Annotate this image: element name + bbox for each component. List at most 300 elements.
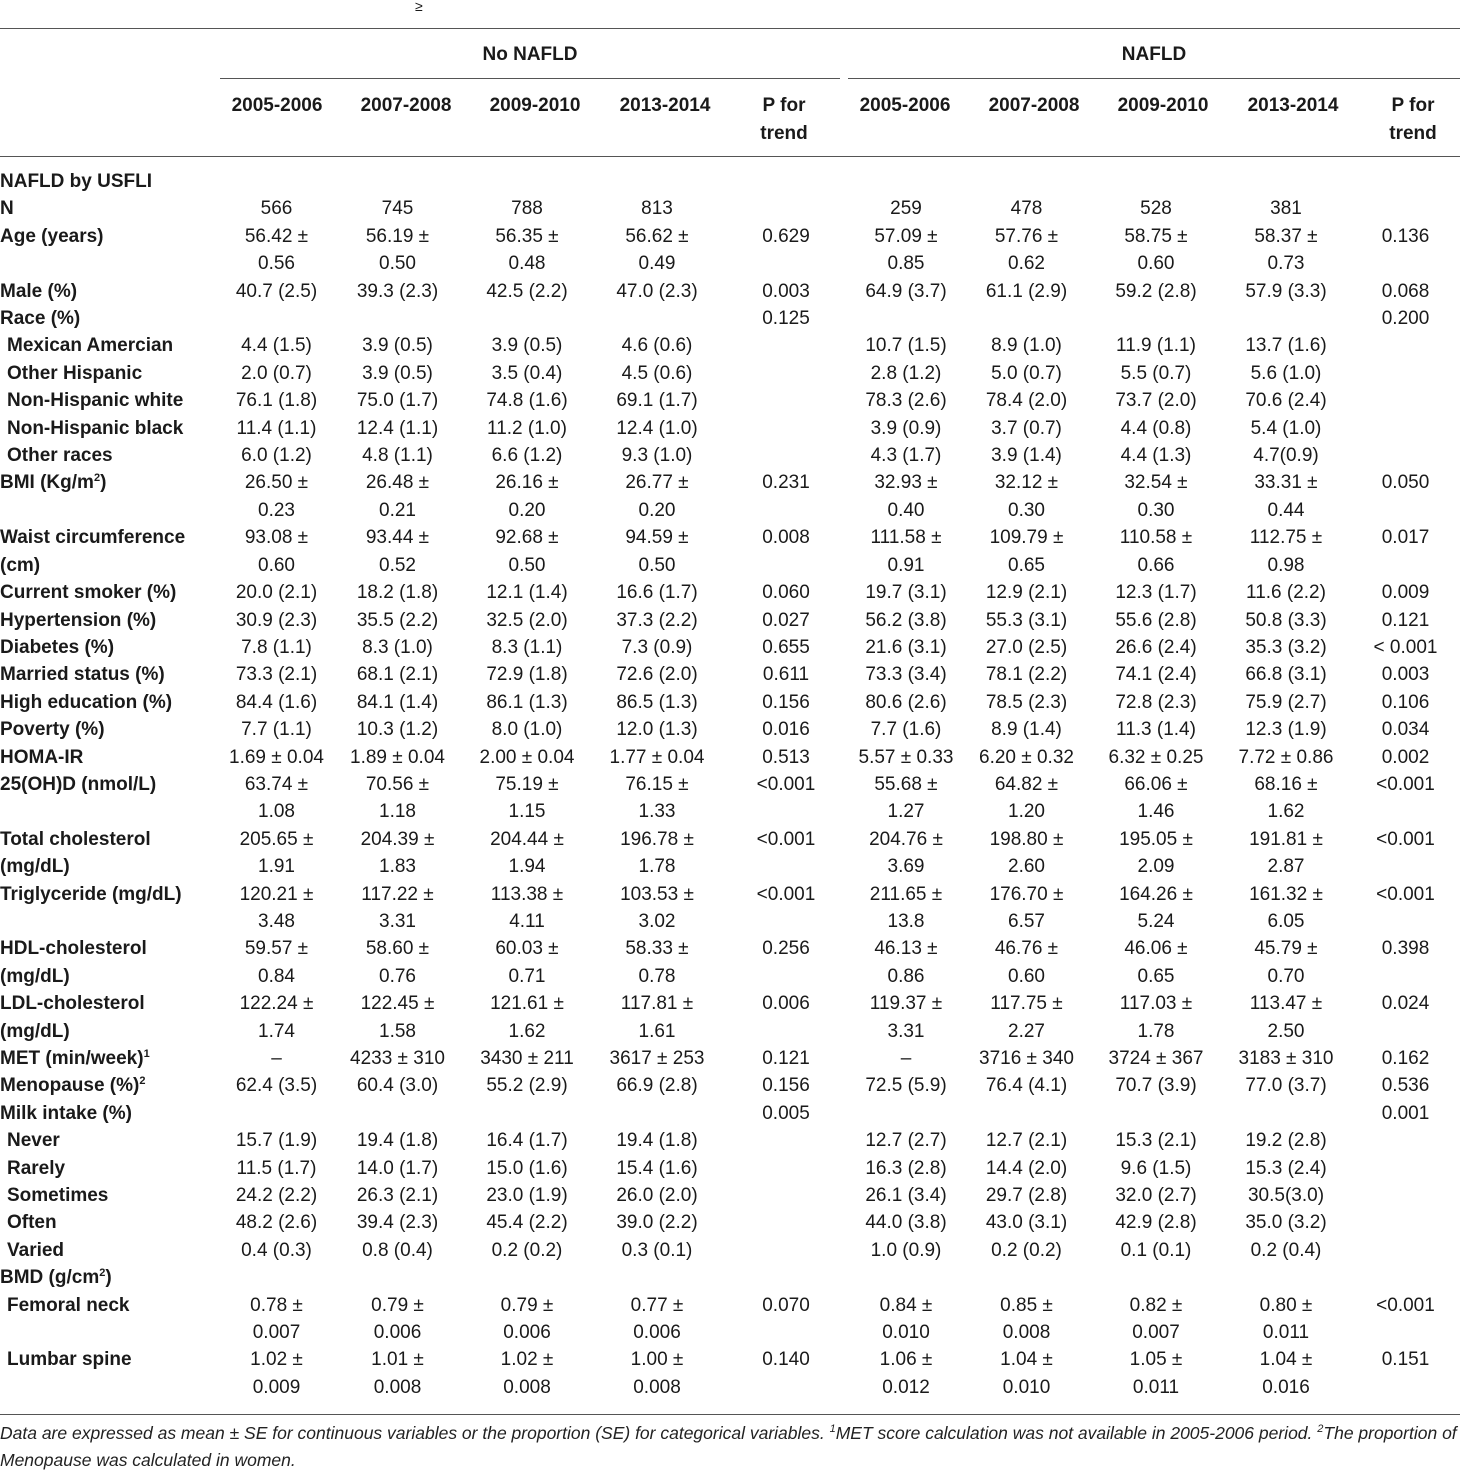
- table-cell: 2.8 (1.2): [870, 362, 942, 384]
- table-cell: 35.0 (3.2): [1245, 1212, 1327, 1234]
- row-label: Other Hispanic: [7, 362, 143, 384]
- table-cell: 0.56: [258, 253, 295, 275]
- table-cell: 14.0 (1.7): [356, 1157, 439, 1179]
- table-cell: 70.56 ±: [365, 773, 430, 795]
- table-cell: 14.4 (2.0): [985, 1157, 1068, 1179]
- table-cell: 3.9 (1.4): [991, 445, 1062, 467]
- table-cell: 0.136: [1381, 225, 1430, 247]
- table-cell: 12.0 (1.3): [616, 719, 698, 741]
- table-cell: 64.9 (3.7): [865, 280, 947, 302]
- table-cell: [1091, 1100, 1221, 1127]
- table-cell: 73.7 (2.0): [1115, 390, 1197, 412]
- table-cell: 0.48: [508, 253, 546, 275]
- row-label: HDL-cholesterol: [0, 938, 147, 960]
- table-cell: 121.61 ±: [490, 993, 564, 1015]
- table-cell: 119.37 ±: [869, 993, 943, 1015]
- table-cell: 0.2 (0.2): [491, 1239, 563, 1261]
- table-cell: 27.0 (2.5): [985, 636, 1068, 658]
- table-cell: 72.8 (2.3): [1115, 691, 1197, 713]
- table-cell: 7.72 ± 0.86: [1238, 746, 1334, 768]
- table-cell: 55.3 (3.1): [985, 609, 1068, 631]
- table-cell: [1351, 168, 1460, 195]
- table-cell: 0.006: [373, 1322, 422, 1344]
- table-cell: 0.024: [1381, 993, 1430, 1015]
- table-cell: 72.9 (1.8): [486, 664, 568, 686]
- table-cell: 2.60: [1008, 856, 1045, 878]
- table-cell: 0.3 (0.1): [621, 1239, 693, 1261]
- table-cell: 0.006: [762, 993, 810, 1015]
- table-cell: [1351, 853, 1460, 880]
- table-cell: <0.001: [1376, 828, 1435, 850]
- table-cell: 161.32 ±: [1249, 883, 1323, 905]
- table-cell: 3.31: [887, 1020, 925, 1042]
- table-cell: 26.77 ±: [625, 472, 689, 494]
- table-cell: 528: [1140, 198, 1172, 220]
- table-row: [0, 744, 1460, 771]
- table-cell: 56.62 ±: [625, 225, 689, 247]
- table-cell: 58.60 ±: [365, 938, 430, 960]
- table-cell: <0.001: [1376, 1294, 1435, 1316]
- table-cell: 19.4 (1.8): [356, 1130, 439, 1152]
- table-cell: 0.008: [762, 527, 810, 549]
- table-cell: 0.012: [882, 1376, 930, 1398]
- table-cell: 2.09: [1137, 856, 1175, 878]
- table-cell: 21.6 (3.1): [865, 636, 947, 658]
- row-label: Rarely: [7, 1157, 66, 1179]
- table-cell: [592, 1264, 722, 1291]
- table-cell: 59.2 (2.8): [1115, 280, 1197, 302]
- table-cell: 0.151: [1381, 1349, 1430, 1371]
- table-cell: 0.536: [1381, 1075, 1430, 1097]
- table-cell: 0.60: [1137, 253, 1175, 275]
- col-header-nafld-2013-2014: 2013-2014: [1247, 95, 1339, 116]
- table-cell: 813: [641, 198, 673, 220]
- table-cell: 0.513: [762, 746, 810, 768]
- row-label: (mg/dL): [0, 1020, 70, 1042]
- table-cell: [850, 168, 962, 195]
- table-cell: [1351, 963, 1460, 990]
- table-cell: 11.4 (1.1): [236, 417, 317, 439]
- table-cell: 0.003: [1381, 664, 1430, 686]
- table-cell: 0.40: [887, 499, 925, 521]
- row-label: Menopause (%)$^2$: [0, 1075, 146, 1097]
- table-cell: 46.76 ±: [994, 938, 1059, 960]
- table-cell: 9.6 (1.5): [1120, 1157, 1192, 1179]
- table-cell: [1351, 1018, 1460, 1045]
- table-cell: 12.3 (1.9): [1245, 719, 1327, 741]
- table-cell: [1351, 1319, 1460, 1346]
- table-row: [0, 1018, 1460, 1045]
- table-cell: [1351, 415, 1460, 442]
- table-cell: 3183 ± 310: [1238, 1048, 1334, 1069]
- table-cell: 1.15: [508, 801, 546, 823]
- table-cell: 72.6 (2.0): [616, 664, 698, 686]
- table-cell: 15.3 (2.1): [1115, 1130, 1197, 1152]
- table-cell: 3617 ± 253: [609, 1048, 705, 1069]
- table-cell: 1.46: [1137, 801, 1175, 823]
- table-cell: 117.03 ±: [1119, 993, 1193, 1015]
- table-cell: 478: [1010, 198, 1043, 220]
- table-cell: 0.009: [252, 1376, 301, 1398]
- table-cell: 2.87: [1267, 856, 1305, 878]
- table-cell: 26.1 (3.4): [865, 1185, 947, 1207]
- table-cell: 0.50: [508, 554, 546, 576]
- table-cell: 86.1 (1.3): [486, 691, 568, 713]
- table-cell: 93.08 ±: [244, 527, 309, 549]
- row-label: Other races: [7, 445, 113, 467]
- table-cell: 56.42 ±: [244, 225, 309, 247]
- top-rule: [0, 28, 1460, 29]
- table-row: [0, 415, 1460, 442]
- row-label: [0, 497, 220, 524]
- table-cell: [1351, 250, 1460, 277]
- table-cell: [462, 305, 592, 332]
- row-label: Total cholesterol: [0, 828, 151, 850]
- table-cell: [722, 1319, 850, 1346]
- table-cell: 113.38 ±: [490, 883, 564, 905]
- table-row: [0, 1155, 1460, 1182]
- table-cell: 30.9 (2.3): [235, 609, 318, 631]
- table-cell: 1.78: [638, 856, 676, 878]
- table-cell: 15.4 (1.6): [616, 1157, 698, 1179]
- table-cell: 7.7 (1.6): [870, 719, 942, 741]
- table-cell: 3.02: [638, 910, 676, 932]
- col-header-nafld-2009-2010: 2009-2010: [1117, 95, 1209, 116]
- table-cell: 196.78 ±: [620, 828, 694, 850]
- table-cell: 66.9 (2.8): [616, 1075, 698, 1097]
- table-cell: 8.0 (1.0): [491, 719, 563, 741]
- row-label: Mexican Amercian: [7, 335, 174, 357]
- table-cell: 0.027: [762, 609, 810, 631]
- table-cell: 0.611: [762, 664, 810, 686]
- row-label: NAFLD by USFLI: [0, 171, 152, 192]
- table-cell: 4.11: [509, 910, 545, 932]
- table-cell: 0.78: [638, 965, 676, 987]
- row-label: N: [0, 198, 14, 220]
- table-cell: 0.156: [762, 1075, 810, 1097]
- table-cell: [962, 305, 1091, 332]
- row-label: MET (min/week)$^1$: [0, 1048, 150, 1069]
- table-cell: 566: [260, 198, 293, 220]
- table-cell: 0.4 (0.3): [241, 1239, 312, 1261]
- table-cell: 0.65: [1008, 554, 1045, 576]
- table-cell: 0.162: [1381, 1048, 1430, 1069]
- table-cell: 55.2 (2.9): [486, 1075, 568, 1097]
- table-cell: 0.20: [508, 499, 546, 521]
- table-cell: 12.3 (1.7): [1115, 582, 1197, 604]
- table-cell: 3716 ± 340: [979, 1048, 1074, 1069]
- table-cell: [220, 305, 333, 332]
- table-cell: 0.007: [252, 1322, 301, 1344]
- table-cell: 6.0 (1.2): [241, 445, 312, 467]
- table-cell: 204.76 ±: [869, 828, 943, 850]
- table-cell: 0.62: [1008, 253, 1045, 275]
- table-cell: 0.78 ±: [250, 1294, 303, 1316]
- table-cell: [220, 1100, 333, 1127]
- table-cell: 0.44: [1267, 499, 1305, 521]
- table-cell: [722, 1155, 850, 1182]
- table-cell: 0.84 ±: [879, 1294, 933, 1316]
- table-row: [0, 278, 1460, 305]
- table-cell: –: [271, 1048, 282, 1069]
- table-cell: [1221, 1100, 1351, 1127]
- row-label: Varied: [7, 1239, 65, 1261]
- table-cell: 50.8 (3.3): [1245, 609, 1327, 631]
- table-cell: 0.629: [762, 225, 810, 247]
- table-cell: 26.0 (2.0): [616, 1185, 698, 1207]
- table-cell: 59.57 ±: [244, 938, 309, 960]
- table-cell: 73.3 (3.4): [865, 664, 947, 686]
- table-cell: 63.74 ±: [244, 773, 309, 795]
- table-cell: [1351, 360, 1460, 387]
- table-row: [0, 716, 1460, 743]
- table-cell: [722, 250, 850, 277]
- table-cell: [722, 1182, 850, 1209]
- table-cell: 60.4 (3.0): [356, 1075, 439, 1097]
- table-row: [0, 442, 1460, 469]
- table-cell: 0.50: [638, 554, 676, 576]
- group-rule-nafld: [848, 78, 1460, 79]
- table-cell: [962, 1264, 1091, 1291]
- table-cell: 0.008: [373, 1376, 422, 1398]
- table-row: [0, 1264, 1460, 1291]
- table-cell: 8.9 (1.4): [991, 719, 1062, 741]
- row-label: Sometimes: [7, 1185, 109, 1207]
- table-cell: 24.2 (2.2): [235, 1185, 318, 1207]
- table-cell: 7.3 (0.9): [621, 636, 693, 658]
- table-cell: [722, 1264, 850, 1291]
- table-cell: 16.3 (2.8): [865, 1157, 947, 1179]
- table-cell: 0.85: [887, 253, 925, 275]
- table-cell: [850, 1100, 962, 1127]
- table-cell: [592, 168, 722, 195]
- col-header-2005-2006: 2005-2006: [231, 95, 323, 116]
- header-rule: [0, 156, 1460, 157]
- row-label: Race (%): [0, 308, 81, 330]
- table-cell: 0.256: [762, 938, 810, 960]
- table-cell: 76.15 ±: [625, 773, 689, 795]
- table-cell: [962, 168, 1091, 195]
- table-cell: 11.9 (1.1): [1116, 335, 1196, 357]
- table-cell: 3.5 (0.4): [491, 362, 563, 384]
- table-cell: 26.6 (2.4): [1115, 636, 1197, 658]
- group-header-no-nafld: No NAFLD: [482, 44, 578, 65]
- table-cell: 46.13 ±: [874, 938, 938, 960]
- table-cell: [333, 168, 462, 195]
- table-cell: 0.002: [1381, 746, 1430, 768]
- table-cell: 5.6 (1.0): [1250, 362, 1322, 384]
- table-cell: 8.3 (1.0): [362, 636, 433, 658]
- row-label: LDL-cholesterol: [0, 993, 145, 1015]
- table-cell: 122.45 ±: [360, 993, 435, 1015]
- table-cell: 76.4 (4.1): [985, 1075, 1068, 1097]
- table-cell: 109.79 ±: [989, 527, 1064, 549]
- table-cell: 0.231: [762, 472, 810, 494]
- table-cell: [722, 387, 850, 414]
- row-label: BMI $(Kg/m^2)$: [0, 472, 107, 494]
- table-cell: 92.68 ±: [495, 527, 559, 549]
- table-cell: 29.7 (2.8): [985, 1185, 1068, 1207]
- table-cell: <0.001: [756, 883, 816, 905]
- table-cell: < 0.001: [1373, 636, 1438, 658]
- col-header-2009-2010: 2009-2010: [489, 95, 581, 116]
- table-cell: 1.20: [1008, 801, 1045, 823]
- table-cell: 84.1 (1.4): [356, 691, 439, 713]
- table-cell: 46.06 ±: [1124, 938, 1188, 960]
- table-cell: 32.12 ±: [994, 472, 1059, 494]
- table-cell: 0.30: [1008, 499, 1045, 521]
- bottom-rule: [0, 1414, 1460, 1415]
- table-cell: 1.01 ±: [371, 1349, 424, 1371]
- table-cell: 62.4 (3.5): [235, 1075, 318, 1097]
- table-cell: 19.7 (3.1): [865, 582, 947, 604]
- table-cell: [1351, 387, 1460, 414]
- table-cell: 4.3 (1.7): [870, 445, 942, 467]
- table-cell: [333, 305, 462, 332]
- table-cell: 1.61: [638, 1020, 676, 1042]
- table-cell: 37.3 (2.2): [616, 609, 698, 631]
- table-cell: 33.31 ±: [1254, 472, 1318, 494]
- table-row: [0, 168, 1460, 195]
- table-cell: 0.001: [1381, 1102, 1430, 1124]
- table-cell: 0.79 ±: [500, 1294, 554, 1316]
- row-label: Poverty (%): [0, 719, 105, 741]
- table-cell: 0.71: [508, 965, 546, 987]
- row-label: Hypertension (%): [0, 609, 157, 631]
- table-row: [0, 1127, 1460, 1154]
- table-cell: 1.62: [508, 1020, 546, 1042]
- table-cell: 55.6 (2.8): [1115, 609, 1197, 631]
- row-label: [0, 908, 220, 935]
- table-cell: 12.7 (2.1): [985, 1130, 1068, 1152]
- table-cell: 1.0 (0.9): [870, 1239, 942, 1261]
- table-cell: 0.23: [258, 499, 295, 521]
- table-cell: 3724 ± 367: [1108, 1048, 1204, 1069]
- table-cell: 3.9 (0.9): [870, 417, 942, 439]
- row-label: Non-Hispanic black: [7, 417, 184, 439]
- table-row: [0, 1209, 1460, 1236]
- table-cell: 77.0 (3.7): [1245, 1075, 1327, 1097]
- top-symbol: ≥: [415, 0, 423, 14]
- table-row: [0, 305, 1460, 332]
- row-label: [0, 798, 220, 825]
- table-cell: 80.6 (2.6): [865, 691, 947, 713]
- table-cell: [1351, 1127, 1460, 1154]
- col-header-p-trend: P for trend: [760, 95, 808, 144]
- table-cell: 0.2 (0.2): [991, 1239, 1062, 1261]
- table-cell: 58.37 ±: [1254, 225, 1318, 247]
- table-cell: 26.50 ±: [244, 472, 309, 494]
- row-label: Often: [7, 1212, 57, 1234]
- table-cell: 12.9 (2.1): [985, 582, 1068, 604]
- table-cell: [1351, 1182, 1460, 1209]
- table-cell: 0.65: [1137, 965, 1175, 987]
- table-cell: 32.93 ±: [874, 472, 938, 494]
- table-cell: [722, 908, 850, 935]
- table-cell: 117.81 ±: [620, 993, 694, 1015]
- table-cell: 5.5 (0.7): [1120, 362, 1192, 384]
- table-cell: 205.65 ±: [239, 828, 314, 850]
- row-label: Diabetes (%): [0, 636, 115, 658]
- table-cell: [1351, 1155, 1460, 1182]
- table-row: [0, 1346, 1460, 1373]
- table-cell: 5.0 (0.7): [991, 362, 1062, 384]
- table-row: [0, 1292, 1460, 1319]
- table-cell: 0.1 (0.1): [1120, 1239, 1192, 1261]
- table-cell: <0.001: [756, 828, 816, 850]
- table-cell: 0.73: [1267, 253, 1305, 275]
- table-cell: 0.20: [638, 499, 676, 521]
- table-cell: [1091, 305, 1221, 332]
- row-label: [0, 1319, 220, 1346]
- table-cell: 19.4 (1.8): [616, 1130, 698, 1152]
- table-cell: 0.91: [887, 554, 925, 576]
- table-cell: 19.2 (2.8): [1245, 1130, 1327, 1152]
- table-row: [0, 990, 1460, 1017]
- table-row: [0, 935, 1460, 962]
- table-cell: 103.53 ±: [620, 883, 694, 905]
- table-cell: 0.060: [762, 582, 810, 604]
- table-cell: 48.2 (2.6): [235, 1212, 318, 1234]
- table-cell: 0.50: [379, 253, 416, 275]
- table-cell: 4.8 (1.1): [362, 445, 433, 467]
- table-cell: 11.3 (1.4): [1116, 719, 1196, 741]
- table-cell: 1.05 ±: [1129, 1349, 1183, 1371]
- table-cell: 0.121: [1381, 609, 1430, 631]
- table-cell: 6.57: [1008, 910, 1045, 932]
- table-cell: [722, 1127, 850, 1154]
- table-cell: 57.76 ±: [994, 225, 1059, 247]
- table-cell: 1.06 ±: [879, 1349, 933, 1371]
- table-cell: 381: [1270, 198, 1302, 220]
- table-cell: 42.5 (2.2): [486, 280, 568, 302]
- table-cell: [1091, 168, 1221, 195]
- row-label: [0, 1374, 220, 1401]
- table-cell: 1.04 ±: [1000, 1349, 1053, 1371]
- row-label: Non-Hispanic white: [7, 390, 184, 412]
- table-row: [0, 332, 1460, 359]
- table-row: [0, 552, 1460, 579]
- table-cell: 4233 ± 310: [350, 1048, 445, 1069]
- table-cell: 5.57 ± 0.33: [858, 746, 954, 768]
- table-cell: [1221, 1264, 1351, 1291]
- table-cell: 0.8 (0.4): [362, 1239, 433, 1261]
- table-cell: 61.1 (2.9): [985, 280, 1068, 302]
- table-cell: [722, 1209, 850, 1236]
- table-cell: 6.32 ± 0.25: [1108, 746, 1204, 768]
- table-cell: 12.1 (1.4): [486, 582, 568, 604]
- data-table: [0, 168, 1460, 1401]
- table-cell: 191.81 ±: [1249, 828, 1323, 850]
- table-cell: [722, 853, 850, 880]
- table-cell: 0.200: [1381, 308, 1430, 330]
- table-cell: [592, 1100, 722, 1127]
- table-cell: [1221, 305, 1351, 332]
- table-cell: 78.4 (2.0): [985, 390, 1068, 412]
- table-cell: 0.86: [887, 965, 925, 987]
- table-row: [0, 1045, 1460, 1072]
- table-cell: 3430 ± 211: [480, 1048, 574, 1069]
- table-cell: 0.84: [258, 965, 295, 987]
- table-cell: 12.4 (1.1): [356, 417, 439, 439]
- table-cell: <0.001: [1376, 883, 1435, 905]
- table-cell: 74.8 (1.6): [486, 390, 568, 412]
- table-cell: 7.8 (1.1): [241, 636, 312, 658]
- table-cell: 1.91: [258, 856, 295, 878]
- table-row: [0, 469, 1460, 496]
- table-cell: 58.75 ±: [1124, 225, 1188, 247]
- table-cell: 72.5 (5.9): [865, 1075, 947, 1097]
